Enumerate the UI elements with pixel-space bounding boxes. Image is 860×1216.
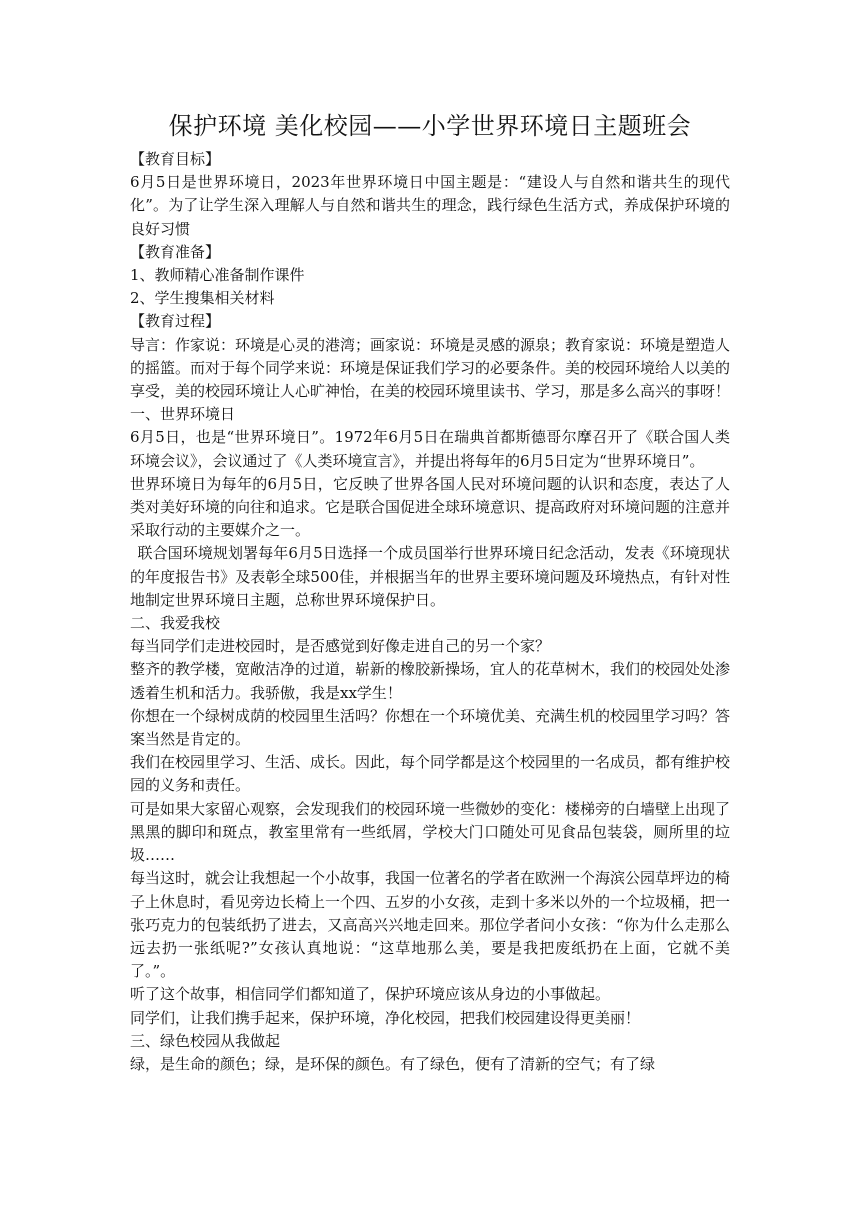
part2-paragraph-7: 听了这个故事，相信同学们都知道了，保护环境应该从身边的小事做起。 [130, 985, 611, 1004]
prep-item-1: 1、教师精心准备制作课件 [130, 266, 305, 285]
prep-item-2: 2、学生搜集相关材料 [130, 289, 275, 308]
part2-paragraph-5: 可是如果大家留心观察，会发现我们的校园环境一些微妙的变化：楼梯旁的白墙壁上出现了黑黑的脚印和斑点，教室里常有一些纸屑，学校大门口随处可见食品包装袋，厕所里的垃圾…… [130, 799, 731, 865]
part2-paragraph-1: 每当同学们走进校园时，是否感觉到好像走进自己的另一个家？ [130, 637, 551, 656]
part2-paragraph-6: 每当这时，就会让我想起一个小故事，我国一位著名的学者在欧洲一个海滨公园草坪边的椅子上休息时，看见旁边长椅上一个四、五岁的小女孩，走到十多米以外的一个垃圾桶，把一张巧克力的包装纸扔了进去，又高高兴兴地走回来。那位学者问小女孩：“你为什么走那么远去扔一张纸呢?”女孩认真地说：“这草地那么美，要是我把废纸扔在上面，它就不美了。”。 [130, 869, 731, 981]
part1-paragraph-2: 世界环境日为每年的6月5日，它反映了世界各国人民对环境问题的认识和态度，表达了人类对美好环境的向往和追求。它是联合国促进全球环境意识、提高政府对环境问题的注意并采取行动的主要媒介之一。 [130, 474, 731, 540]
part2-paragraph-8: 同学们，让我们携手起来，保护环境，净化校园，把我们校园建设得更美丽！ [130, 1008, 641, 1027]
part3-heading: 三、绿色校园从我做起 [130, 1031, 281, 1050]
document-title: 保护环境 美化校园——小学世界环境日主题班会 [168, 112, 692, 140]
goal-text: 6月5日是世界环境日，2023年世界环境日中国主题是：“建设人与自然和谐共生的现代化”。为了让学生深入理解人与自然和谐共生的理念，践行绿色生活方式，养成保护环境的良好习惯 [130, 173, 730, 238]
document-page [130, 108, 730, 1076]
goal-heading: 【教育目标】 [130, 150, 221, 168]
process-heading: 【教育过程】 [130, 312, 221, 331]
part2-paragraph-4: 我们在校园里学习、生活、成长。因此，每个同学都是这个校园里的一名成员，都有维护校园的义务和责任。 [130, 753, 731, 795]
part1-heading: 一、世界环境日 [130, 405, 236, 424]
part1-paragraph-3: 联合国环境规划署每年6月5日选择一个成员国举行世界环境日纪念活动，发表《环境现状的年度报告书》及表彰全球500佳，并根据当年的世界主要环境问题及环境热点，有针对性地制定世界环境日主题，总称世界环境保护日。 [130, 544, 730, 609]
intro-paragraph: 导言：作家说：环境是心灵的港湾；画家说：环境是灵感的源泉；教育家说：环境是塑造人的摇篮。而对于每个同学来说：环境是保证我们学习的必要条件。美的校园环境给人以美的享受，美的校园环境让人心旷神怡，在美的校园环境里读书、学习，那是多么高兴的事呀！ [130, 335, 731, 401]
prep-heading: 【教育准备】 [130, 242, 221, 261]
part2-heading: 二、我爱我校 [130, 614, 221, 633]
part2-paragraph-2: 整齐的教学楼，宽敞洁净的过道，崭新的橡胶新操场，宜人的花草树木，我们的校园处处渗透着生机和活力。我骄傲，我是xx学生！ [130, 660, 731, 702]
part1-paragraph-1: 6月5日，也是“世界环境日”。1972年6月5日在瑞典首都斯德哥尔摩召开了《联合国人类环境会议》，会议通过了《人类环境宣言》，并提出将每年的6月5日定为“世界环境日”。 [130, 428, 730, 470]
part3-paragraph-1: 绿，是生命的颜色；绿，是环保的颜色。有了绿色，便有了清新的空气；有了绿 [130, 1054, 656, 1073]
part2-paragraph-3: 你想在一个绿树成荫的校园里生活吗？你想在一个环境优美、充满生机的校园里学习吗？答案当然是肯定的。 [130, 706, 731, 749]
